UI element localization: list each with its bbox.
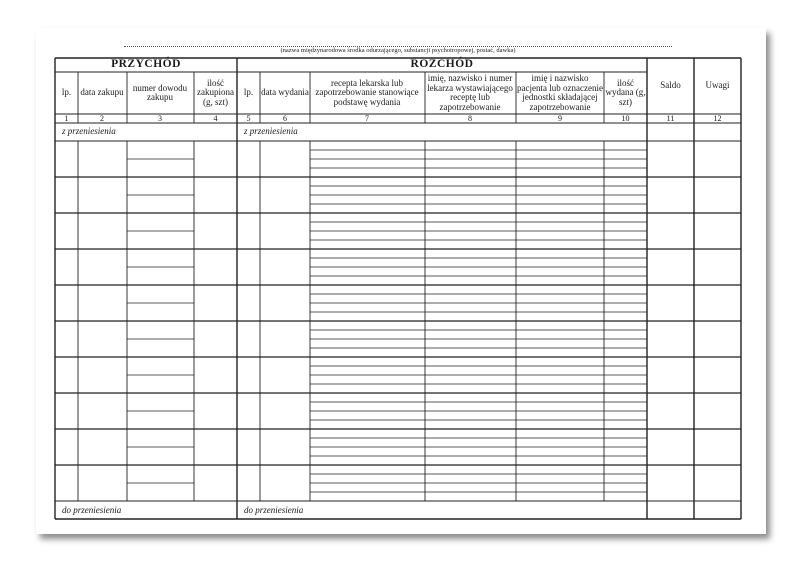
outgo-section-header: ROZCHÓD: [410, 58, 474, 71]
col-number: 7: [365, 113, 369, 123]
col-number: 11: [666, 113, 675, 123]
col-number: 4: [213, 113, 218, 123]
col-number: 6: [283, 113, 287, 123]
col-header-balance: Saldo: [660, 80, 681, 91]
col-header-remarks: Uwagi: [705, 80, 730, 91]
col-header-doctor: imię, nazwisko i numer lekarza wystawiającego receptę lub zapotrzebowanie: [427, 73, 513, 112]
col-header-prescription: recepta lekarska lub zapotrzebowanie stanowiące podstawę wydania: [315, 77, 419, 107]
carry-in-outgo: z przeniesienia: [244, 126, 298, 136]
col-header-patient: imię i nazwisko pacjenta lub oznaczenie jednostki składającej zapotrzebowanie: [517, 73, 603, 112]
col-header-lp-outgo: lp.: [243, 87, 254, 98]
col-header-purchase-doc: numer dowodu zakupu: [132, 82, 188, 102]
col-header-purchase-date: data zakupu: [80, 87, 124, 98]
col-number: 10: [621, 113, 630, 123]
income-section-header: PRZYCHÓD: [111, 58, 181, 71]
col-number: 5: [246, 113, 251, 123]
carry-out-income: do przeniesienia: [62, 505, 122, 515]
col-header-qty-purchased: ilość zakupiona (g, szt): [197, 77, 234, 107]
carry-in-income: z przeniesienia: [62, 126, 116, 136]
substance-caption: (nazwa międzynarodowa środka odurzającego, substancji psychotropowej, postać, dawka): [280, 47, 516, 54]
col-number: 12: [713, 113, 722, 123]
col-header-qty-issued: ilość wydana (g, szt): [605, 77, 646, 107]
col-number: 2: [100, 113, 104, 123]
col-number: 3: [158, 113, 162, 123]
col-header-issue-date: data wydania: [261, 87, 309, 98]
col-header-lp-income: lp.: [61, 87, 72, 98]
col-number: 1: [64, 113, 69, 123]
carry-out-outgo: do przeniesienia: [244, 505, 304, 515]
col-number: 9: [558, 113, 562, 123]
col-number: 8: [468, 113, 472, 123]
